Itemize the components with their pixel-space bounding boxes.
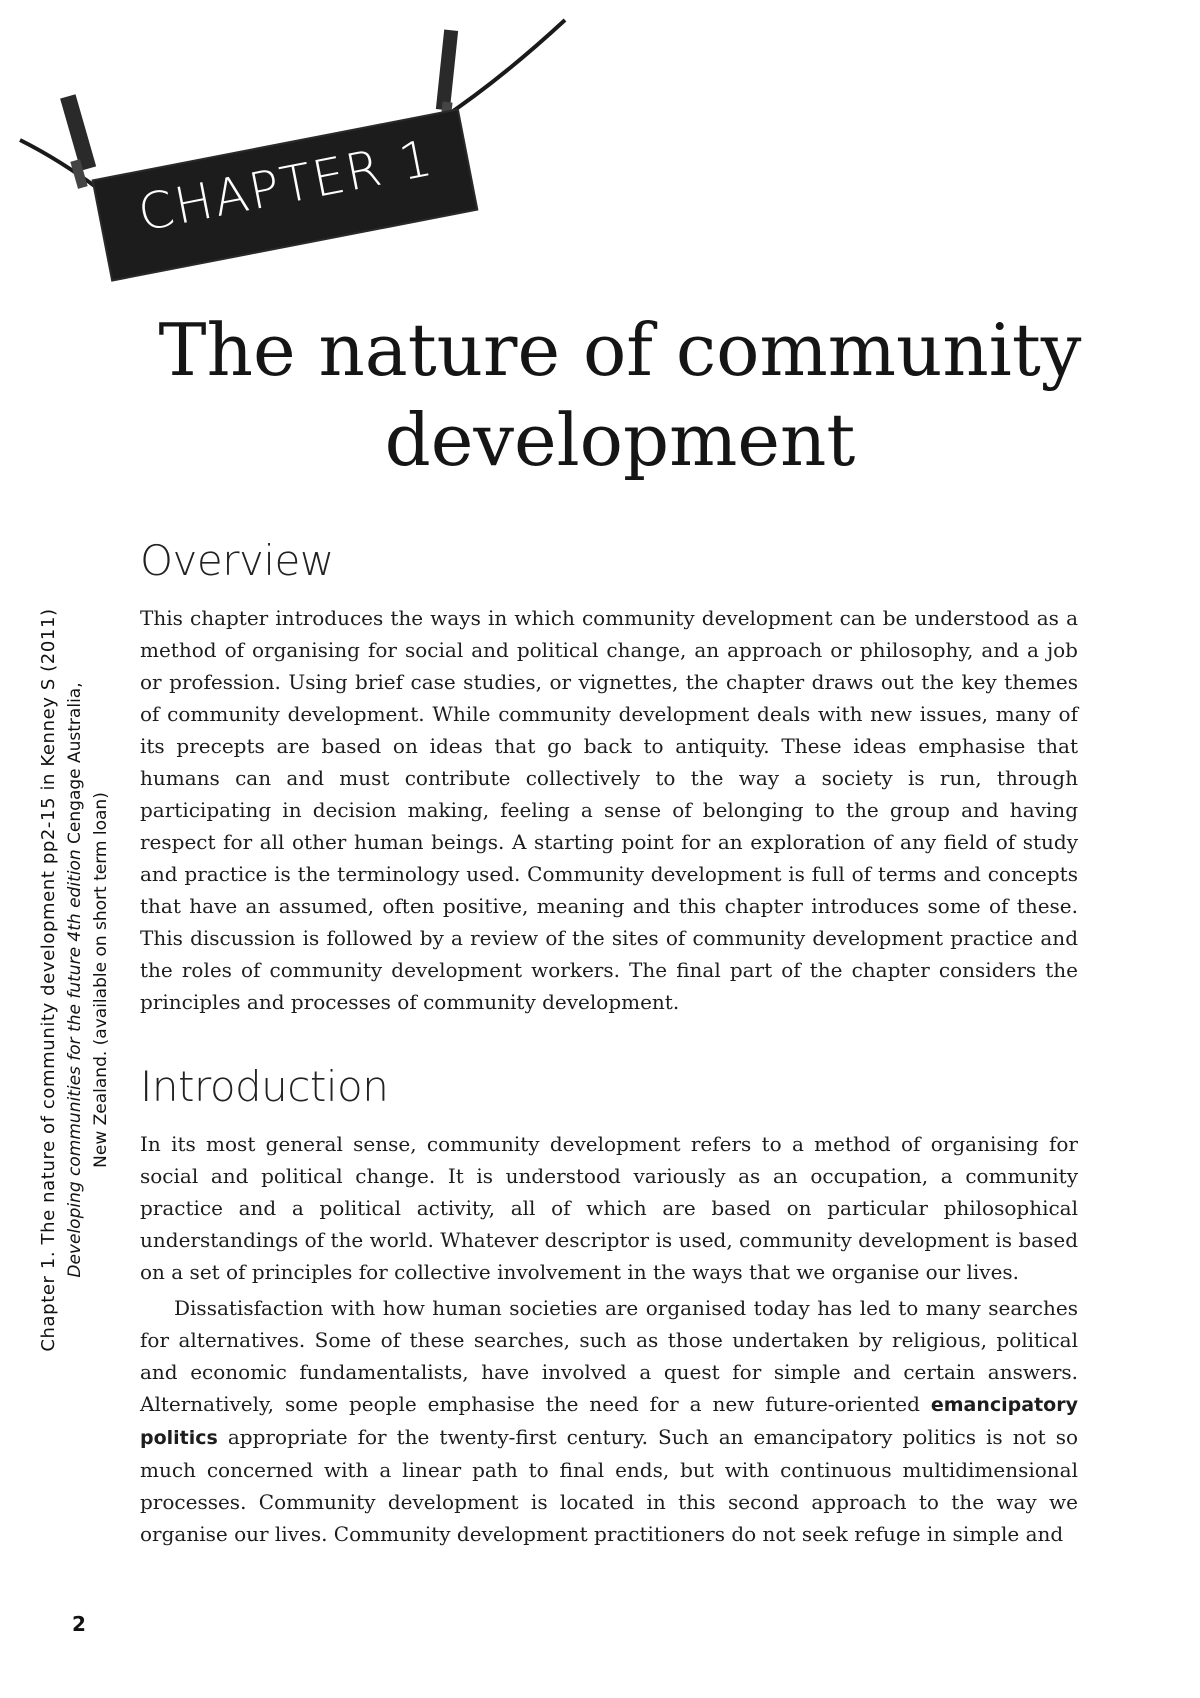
intro-p2-part1: Dissatisfaction with how human societies are organised today has led to many searches for alternatives. Some of these searches, such as those undertaken by religious, political and economic fundamentalists, have involved a quest for simple and certain answers. Alternatively, some people emphasise the need for a new future-oriented	[140, 1296, 1078, 1416]
page-title-line1: The nature of community	[158, 308, 1082, 392]
page-number: 2	[72, 1612, 86, 1636]
citation-book-title: Developing communities for the future 4th edition	[65, 849, 85, 1278]
page-title	[140, 305, 1100, 485]
intro-p2-part2: appropriate for the twenty-first century. Such an emancipatory politics is not so much concerned with a linear path to final ends, but with continuous multidimensional processes. Community development is located in this second approach to the way we organise our lives. Community development practitioners do not seek refuge in simple and	[140, 1425, 1078, 1546]
chapter-label: CHAPTER 1	[133, 128, 439, 243]
introduction-paragraph-1: In its most general sense, community development refers to a method of organising for social and political change. It is understood variously as an occupation, a community practice and a political activity, all of which are based on particular philosophical understandings of the world. Whatever descriptor is used, community development is based on a set of principles for collective involvement in the ways that we organise our lives.	[140, 1132, 1078, 1284]
citation-line1: Chapter 1. The nature of community development pp2-15 in Kenney S (2011)	[38, 608, 59, 1352]
overview-paragraph: This chapter introduces the ways in which community development can be understood as a method of organising for social and political change, an approach or philosophy, and a job or profession. Using brief case studies, or vignettes, the chapter draws out the key themes of community development. While community development deals with new issues, many of its precepts are based on ideas that go back to antiquity. These ideas emphasise that humans can and must contribute collectively to the way a society is run, through participating in decision making, feeling a sense of belonging to the group and having respect for all other human beings. A starting point for an exploration of any field of study and practice is the terminology used. Community development is full of terms and concepts that have an assumed, often positive, meaning and this chapter introduces some of these. This discussion is followed by a review of the sites of community development practice and the roles of community development workers. The final part of the chapter considers the principles and processes of community development.	[140, 606, 1078, 1014]
citation-side-note	[36, 590, 114, 1370]
introduction-paragraph-2	[140, 1292, 1078, 1550]
citation-line2	[62, 590, 88, 1370]
citation-publisher: Cengage Australia,	[65, 682, 85, 850]
key-term-emancipatory-politics: emancipatory politics	[140, 1394, 1078, 1449]
overview-heading: Overview	[140, 536, 334, 585]
introduction-heading: Introduction	[140, 1062, 389, 1111]
citation-line3: New Zealand. (available on short term loan)	[91, 792, 111, 1168]
page-title-line2: development	[384, 398, 856, 482]
